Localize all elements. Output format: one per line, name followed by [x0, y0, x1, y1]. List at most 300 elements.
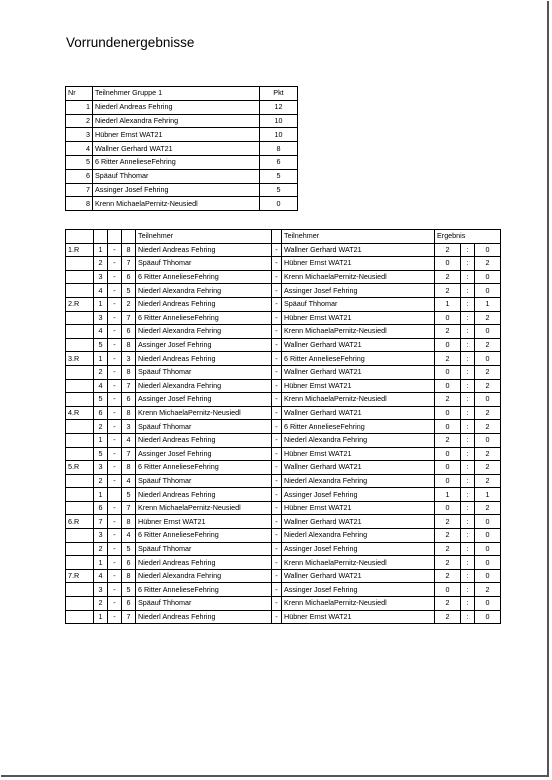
- score-colon: :: [461, 515, 475, 529]
- player1-name: Niederl Andreas Fehring: [136, 556, 272, 570]
- player-a-number: 4: [94, 379, 108, 393]
- score-2: 2: [475, 461, 501, 475]
- score-2: 2: [475, 338, 501, 352]
- player-a-number: 3: [94, 583, 108, 597]
- player-a-number: 1: [94, 352, 108, 366]
- standings-header-row: [66, 87, 298, 101]
- score-2: 0: [475, 325, 501, 339]
- score-colon: :: [461, 556, 475, 570]
- round-cell: [66, 529, 94, 543]
- player-b-number: 7: [122, 379, 136, 393]
- player-name-cell: 6 Ritter AnnelieseFehring: [93, 155, 260, 169]
- score-2: 2: [475, 583, 501, 597]
- table-row: [66, 100, 298, 114]
- dash-cell: -: [108, 393, 122, 407]
- round-cell: [66, 393, 94, 407]
- player1-name: 6 Ritter AnnelieseFehring: [136, 311, 272, 325]
- score-2: 0: [475, 597, 501, 611]
- score-2: 2: [475, 501, 501, 515]
- header-nr: Nr: [66, 87, 93, 101]
- player2-name: Assinger Josef Fehring: [282, 488, 435, 502]
- score-1: 0: [435, 379, 461, 393]
- points-cell: 10: [260, 114, 298, 128]
- round-cell: [66, 501, 94, 515]
- player2-name: 6 Ritter AnnelieseFehring: [282, 352, 435, 366]
- dash-cell: [108, 488, 122, 502]
- table-row: [66, 338, 501, 352]
- player2-name: Hübner Ernst WAT21: [282, 610, 435, 624]
- table-row: [66, 243, 501, 257]
- table-row: [66, 488, 501, 502]
- score-1: 2: [435, 270, 461, 284]
- dash-cell: -: [108, 270, 122, 284]
- player2-name: Hübner Ernst WAT21: [282, 379, 435, 393]
- player1-name: Niederl Andreas Fehring: [136, 352, 272, 366]
- score-colon: :: [461, 393, 475, 407]
- player-b-number: 3: [122, 420, 136, 434]
- player-name-cell: Wallner Gerhard WAT21: [93, 142, 260, 156]
- separator-cell: -: [272, 365, 282, 379]
- table-row: [66, 352, 501, 366]
- player-b-number: 8: [122, 569, 136, 583]
- points-cell: 0: [260, 197, 298, 211]
- score-2: 2: [475, 474, 501, 488]
- score-colon: :: [461, 488, 475, 502]
- player1-name: Späauf Thhomar: [136, 542, 272, 556]
- player2-name: Niederl Alexandra Fehring: [282, 529, 435, 543]
- score-2: 2: [475, 257, 501, 271]
- round-cell: [66, 447, 94, 461]
- score-2: 0: [475, 352, 501, 366]
- round-cell: [66, 556, 94, 570]
- dash-cell: -: [108, 501, 122, 515]
- round-cell: [66, 610, 94, 624]
- table-row: [66, 325, 501, 339]
- dash-cell: -: [108, 297, 122, 311]
- separator-cell: -: [272, 474, 282, 488]
- score-2: 0: [475, 270, 501, 284]
- player-a-number: 3: [94, 311, 108, 325]
- score-1: 2: [435, 569, 461, 583]
- separator-cell: -: [272, 433, 282, 447]
- round-cell: [66, 284, 94, 298]
- dash-cell: -: [108, 311, 122, 325]
- score-colon: :: [461, 583, 475, 597]
- score-colon: :: [461, 597, 475, 611]
- player2-name: Hübner Ernst WAT21: [282, 447, 435, 461]
- round-cell: [66, 597, 94, 611]
- player1-name: Späauf Thhomar: [136, 597, 272, 611]
- player-b-number: 4: [122, 433, 136, 447]
- player-a-number: 3: [94, 270, 108, 284]
- player-a-number: 6: [94, 406, 108, 420]
- player-b-number: 5: [122, 542, 136, 556]
- dash-cell: -: [108, 379, 122, 393]
- player1-name: Späauf Thhomar: [136, 365, 272, 379]
- points-cell: 8: [260, 142, 298, 156]
- player-b-number: 8: [122, 243, 136, 257]
- table-row: [66, 447, 501, 461]
- score-2: 2: [475, 420, 501, 434]
- player-b-number: 8: [122, 365, 136, 379]
- score-colon: :: [461, 352, 475, 366]
- player-a-number: 3: [94, 529, 108, 543]
- table-row: [66, 515, 501, 529]
- score-colon: :: [461, 243, 475, 257]
- separator-cell: -: [272, 284, 282, 298]
- player2-name: Krenn MichaelaPernitz-Neusiedl: [282, 325, 435, 339]
- player1-name: Niederl Andreas Fehring: [136, 610, 272, 624]
- score-1: 0: [435, 365, 461, 379]
- round-cell: [66, 311, 94, 325]
- player-b-number: 5: [122, 583, 136, 597]
- score-colon: :: [461, 379, 475, 393]
- player-b-number: 7: [122, 311, 136, 325]
- header-result: Ergebnis: [435, 230, 501, 244]
- player-name-cell: Hübner Ernst WAT21: [93, 128, 260, 142]
- player2-name: Wallner Gerhard WAT21: [282, 406, 435, 420]
- score-1: 0: [435, 447, 461, 461]
- score-colon: :: [461, 311, 475, 325]
- dash-cell: -: [108, 352, 122, 366]
- player-b-number: 7: [122, 501, 136, 515]
- score-1: 0: [435, 474, 461, 488]
- page-title: Vorrundenergebnisse: [66, 35, 195, 50]
- score-colon: :: [461, 433, 475, 447]
- table-row: [66, 270, 501, 284]
- round-cell: 2.R: [66, 297, 94, 311]
- score-1: 1: [435, 297, 461, 311]
- player-b-number: 5: [122, 488, 136, 502]
- score-1: 0: [435, 311, 461, 325]
- separator-cell: -: [272, 243, 282, 257]
- dash-cell: -: [108, 569, 122, 583]
- header-player1: Teilnehmer: [136, 230, 272, 244]
- table-row: [66, 142, 298, 156]
- rank-cell: 6: [66, 169, 93, 183]
- score-colon: :: [461, 610, 475, 624]
- score-1: 2: [435, 352, 461, 366]
- header-blank: [108, 230, 122, 244]
- separator-cell: -: [272, 529, 282, 543]
- player-b-number: 8: [122, 461, 136, 475]
- matches-header-row: [66, 230, 501, 244]
- dash-cell: -: [108, 257, 122, 271]
- player-b-number: 7: [122, 257, 136, 271]
- round-cell: [66, 325, 94, 339]
- dash-cell: -: [108, 406, 122, 420]
- table-row: [66, 169, 298, 183]
- table-row: [66, 128, 298, 142]
- header-blank: [66, 230, 94, 244]
- player-name-cell: Assinger Josef Fehring: [93, 183, 260, 197]
- round-cell: [66, 257, 94, 271]
- score-2: 0: [475, 610, 501, 624]
- table-row: [66, 114, 298, 128]
- score-1: 2: [435, 325, 461, 339]
- score-colon: :: [461, 257, 475, 271]
- dash-cell: -: [108, 420, 122, 434]
- score-2: 0: [475, 393, 501, 407]
- player-name-cell: Niederl Andreas Fehring: [93, 100, 260, 114]
- score-1: 2: [435, 243, 461, 257]
- table-row: [66, 542, 501, 556]
- separator-cell: -: [272, 461, 282, 475]
- player1-name: Assinger Josef Fehring: [136, 338, 272, 352]
- round-cell: [66, 474, 94, 488]
- rank-cell: 8: [66, 197, 93, 211]
- score-colon: :: [461, 542, 475, 556]
- player-a-number: 5: [94, 338, 108, 352]
- standings-table: [65, 86, 298, 211]
- separator-cell: -: [272, 501, 282, 515]
- table-row: [66, 556, 501, 570]
- score-colon: :: [461, 474, 475, 488]
- score-2: 0: [475, 556, 501, 570]
- player-b-number: 8: [122, 515, 136, 529]
- round-cell: [66, 583, 94, 597]
- player-name-cell: Krenn MichaelaPernitz-Neusiedl: [93, 197, 260, 211]
- score-1: 0: [435, 406, 461, 420]
- score-1: 2: [435, 393, 461, 407]
- round-cell: [66, 365, 94, 379]
- round-cell: 5.R: [66, 461, 94, 475]
- player1-name: Assinger Josef Fehring: [136, 393, 272, 407]
- player-b-number: 3: [122, 352, 136, 366]
- table-row: [66, 379, 501, 393]
- table-row: [66, 501, 501, 515]
- table-row: [66, 284, 501, 298]
- score-colon: :: [461, 420, 475, 434]
- separator-cell: -: [272, 379, 282, 393]
- table-row: [66, 183, 298, 197]
- score-colon: :: [461, 297, 475, 311]
- score-1: 2: [435, 542, 461, 556]
- player-a-number: 1: [94, 556, 108, 570]
- score-colon: :: [461, 461, 475, 475]
- dash-cell: -: [108, 433, 122, 447]
- player2-name: Wallner Gerhard WAT21: [282, 515, 435, 529]
- player2-name: 6 Ritter AnnelieseFehring: [282, 420, 435, 434]
- separator-cell: -: [272, 597, 282, 611]
- score-1: 2: [435, 556, 461, 570]
- dash-cell: -: [108, 365, 122, 379]
- player-b-number: 5: [122, 284, 136, 298]
- player1-name: 6 Ritter AnnelieseFehring: [136, 583, 272, 597]
- round-cell: [66, 270, 94, 284]
- dash-cell: -: [108, 583, 122, 597]
- dash-cell: -: [108, 597, 122, 611]
- player-b-number: 2: [122, 297, 136, 311]
- score-colon: :: [461, 447, 475, 461]
- points-cell: 5: [260, 169, 298, 183]
- dash-cell: -: [108, 529, 122, 543]
- score-2: 2: [475, 311, 501, 325]
- player1-name: Niederl Alexandra Fehring: [136, 284, 272, 298]
- separator-cell: -: [272, 447, 282, 461]
- points-cell: 10: [260, 128, 298, 142]
- header-player2: Teilnehmer: [282, 230, 435, 244]
- player-a-number: 2: [94, 474, 108, 488]
- separator-cell: -: [272, 406, 282, 420]
- table-row: [66, 597, 501, 611]
- table-row: [66, 474, 501, 488]
- points-cell: 5: [260, 183, 298, 197]
- score-1: 2: [435, 433, 461, 447]
- player2-name: Späauf Thhomar: [282, 297, 435, 311]
- rank-cell: 2: [66, 114, 93, 128]
- score-1: 2: [435, 529, 461, 543]
- rank-cell: 5: [66, 155, 93, 169]
- header-name: Teilnehmer Gruppe 1: [93, 87, 260, 101]
- player1-name: Hübner Ernst WAT21: [136, 515, 272, 529]
- score-colon: :: [461, 501, 475, 515]
- player2-name: Krenn MichaelaPernitz-Neusiedl: [282, 556, 435, 570]
- table-row: [66, 420, 501, 434]
- score-2: 0: [475, 433, 501, 447]
- separator-cell: -: [272, 311, 282, 325]
- player-a-number: 1: [94, 488, 108, 502]
- player1-name: Krenn MichaelaPernitz-Neusiedl: [136, 501, 272, 515]
- player-a-number: 3: [94, 461, 108, 475]
- player1-name: Niederl Alexandra Fehring: [136, 325, 272, 339]
- player-b-number: 8: [122, 406, 136, 420]
- score-colon: :: [461, 365, 475, 379]
- rank-cell: 7: [66, 183, 93, 197]
- score-2: 0: [475, 284, 501, 298]
- separator-cell: -: [272, 352, 282, 366]
- player-a-number: 4: [94, 284, 108, 298]
- player-b-number: 6: [122, 556, 136, 570]
- table-row: [66, 393, 501, 407]
- table-row: [66, 155, 298, 169]
- score-2: 2: [475, 406, 501, 420]
- player-a-number: 7: [94, 515, 108, 529]
- table-row: [66, 583, 501, 597]
- player2-name: Niederl Alexandra Fehring: [282, 433, 435, 447]
- player2-name: Niederl Alexandra Fehring: [282, 474, 435, 488]
- player1-name: Späauf Thhomar: [136, 420, 272, 434]
- player-a-number: 6: [94, 501, 108, 515]
- table-row: [66, 406, 501, 420]
- score-colon: :: [461, 529, 475, 543]
- dash-cell: -: [108, 338, 122, 352]
- dash-cell: -: [108, 556, 122, 570]
- score-1: 2: [435, 610, 461, 624]
- score-1: 0: [435, 338, 461, 352]
- score-1: 0: [435, 583, 461, 597]
- player1-name: 6 Ritter AnnelieseFehring: [136, 461, 272, 475]
- score-1: 2: [435, 515, 461, 529]
- separator-cell: -: [272, 420, 282, 434]
- round-cell: 4.R: [66, 406, 94, 420]
- player-a-number: 1: [94, 297, 108, 311]
- score-2: 0: [475, 529, 501, 543]
- dash-cell: -: [108, 325, 122, 339]
- score-2: 2: [475, 447, 501, 461]
- score-2: 2: [475, 379, 501, 393]
- player2-name: Wallner Gerhard WAT21: [282, 461, 435, 475]
- points-cell: 12: [260, 100, 298, 114]
- score-2: 0: [475, 569, 501, 583]
- player1-name: Niederl Alexandra Fehring: [136, 569, 272, 583]
- player-name-cell: Späauf Thhomar: [93, 169, 260, 183]
- score-colon: :: [461, 338, 475, 352]
- table-row: [66, 311, 501, 325]
- table-row: [66, 529, 501, 543]
- points-cell: 6: [260, 155, 298, 169]
- separator-cell: -: [272, 338, 282, 352]
- player-b-number: 6: [122, 393, 136, 407]
- dash-cell: -: [108, 461, 122, 475]
- table-row: [66, 569, 501, 583]
- player2-name: Wallner Gerhard WAT21: [282, 243, 435, 257]
- player-b-number: 4: [122, 474, 136, 488]
- player1-name: Niederl Andreas Fehring: [136, 297, 272, 311]
- table-row: [66, 197, 298, 211]
- score-2: 1: [475, 488, 501, 502]
- player2-name: Assinger Josef Fehring: [282, 583, 435, 597]
- header-blank: [122, 230, 136, 244]
- separator-cell: -: [272, 325, 282, 339]
- matches-table: [65, 229, 501, 624]
- score-colon: :: [461, 270, 475, 284]
- player-a-number: 4: [94, 569, 108, 583]
- player1-name: Niederl Alexandra Fehring: [136, 379, 272, 393]
- player-a-number: 2: [94, 597, 108, 611]
- separator-cell: -: [272, 556, 282, 570]
- player2-name: Hübner Ernst WAT21: [282, 311, 435, 325]
- player-b-number: 6: [122, 325, 136, 339]
- table-row: [66, 433, 501, 447]
- table-row: [66, 610, 501, 624]
- round-cell: [66, 338, 94, 352]
- score-colon: :: [461, 284, 475, 298]
- score-1: 0: [435, 257, 461, 271]
- dash-cell: -: [108, 284, 122, 298]
- player1-name: Niederl Andreas Fehring: [136, 243, 272, 257]
- separator-cell: -: [272, 297, 282, 311]
- score-1: 1: [435, 488, 461, 502]
- table-row: [66, 297, 501, 311]
- player1-name: Niederl Andreas Fehring: [136, 433, 272, 447]
- header-pkt: Pkt: [260, 87, 298, 101]
- player-b-number: 6: [122, 270, 136, 284]
- player-b-number: 4: [122, 529, 136, 543]
- dash-cell: -: [108, 474, 122, 488]
- round-cell: 1.R: [66, 243, 94, 257]
- player2-name: Wallner Gerhard WAT21: [282, 569, 435, 583]
- separator-cell: -: [272, 610, 282, 624]
- score-2: 0: [475, 542, 501, 556]
- player-b-number: 8: [122, 338, 136, 352]
- player-a-number: 2: [94, 420, 108, 434]
- player1-name: Späauf Thhomar: [136, 474, 272, 488]
- score-2: 0: [475, 515, 501, 529]
- table-row: [66, 461, 501, 475]
- round-cell: [66, 542, 94, 556]
- player-name-cell: Niederl Alexandra Fehring: [93, 114, 260, 128]
- player2-name: Hübner Ernst WAT21: [282, 501, 435, 515]
- dash-cell: -: [108, 243, 122, 257]
- round-cell: [66, 433, 94, 447]
- round-cell: [66, 488, 94, 502]
- header-blank: [94, 230, 108, 244]
- player-a-number: 1: [94, 610, 108, 624]
- header-blank: [272, 230, 282, 244]
- score-2: 0: [475, 243, 501, 257]
- player2-name: Krenn MichaelaPernitz-Neusiedl: [282, 270, 435, 284]
